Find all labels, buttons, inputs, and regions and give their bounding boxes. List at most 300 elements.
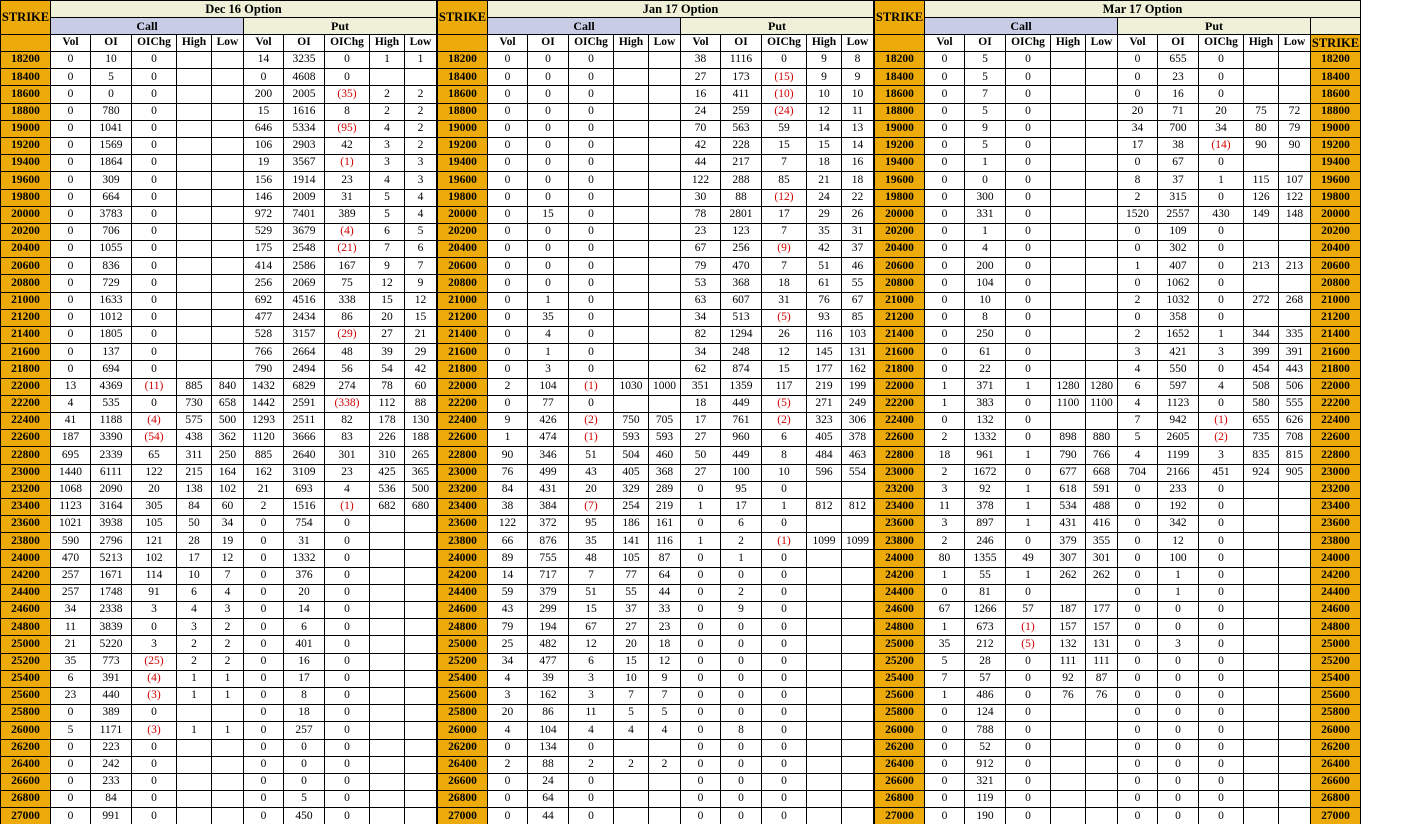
strike-cell: 23400 xyxy=(1,498,51,515)
put-oi-cell: 2605 xyxy=(1158,430,1199,447)
call-low-cell xyxy=(649,344,681,361)
put-oichg-cell: 0 xyxy=(325,516,370,533)
put-vol-cell: 766 xyxy=(244,344,284,361)
call-oichg-cell: 0 xyxy=(569,120,614,137)
put-oichg-cell: 42 xyxy=(325,137,370,154)
put-vol-cell: 0 xyxy=(244,773,284,790)
put-high-cell: 2 xyxy=(370,103,405,120)
call-vol-cell: 0 xyxy=(488,258,528,275)
put-high-cell xyxy=(1244,722,1279,739)
put-oi-cell: 700 xyxy=(1158,120,1199,137)
strike-cell: 24600 xyxy=(438,602,488,619)
put-low-cell xyxy=(1279,739,1311,756)
call-high-cell xyxy=(1051,309,1086,326)
call-oi-cell: 384 xyxy=(528,498,569,515)
call-oichg-cell: 51 xyxy=(569,447,614,464)
call-oi-cell: 7 xyxy=(965,86,1006,103)
put-high-cell: 14 xyxy=(807,120,842,137)
put-low-cell: 26 xyxy=(842,206,874,223)
put-oichg-cell: 0 xyxy=(1199,653,1244,670)
put-high-cell: 226 xyxy=(370,430,405,447)
table-row xyxy=(875,791,1361,808)
put-oi-cell: 0 xyxy=(721,773,762,790)
call-low-cell xyxy=(212,344,244,361)
call-vol-cell: 0 xyxy=(925,155,965,172)
strike-cell: 26600 xyxy=(875,773,925,790)
put-oi-cell: 0 xyxy=(1158,739,1199,756)
call-oichg-cell: 0 xyxy=(132,137,177,154)
put-vol-cell: 885 xyxy=(244,447,284,464)
call-vol-cell: 0 xyxy=(925,223,965,240)
call-oichg-cell: 0 xyxy=(1006,103,1051,120)
strike-cell: 22200 xyxy=(438,395,488,412)
put-vol-cell: 0 xyxy=(244,533,284,550)
put-high-cell xyxy=(1244,86,1279,103)
table-row xyxy=(1,550,437,567)
put-oichg-cell: 0 xyxy=(325,550,370,567)
strike-cell: 27000 xyxy=(1,808,51,824)
table-row xyxy=(1,69,437,86)
put-low-cell xyxy=(1279,773,1311,790)
call-high-cell: 431 xyxy=(1051,516,1086,533)
call-low-cell: 164 xyxy=(212,464,244,481)
put-vol-cell: 8 xyxy=(1118,172,1158,189)
strike-cell: 20000 xyxy=(1,206,51,223)
strike-cell: 19200 xyxy=(875,137,925,154)
call-high-cell: 898 xyxy=(1051,430,1086,447)
call-oi-cell: 3390 xyxy=(91,430,132,447)
put-oichg-cell: 301 xyxy=(325,447,370,464)
put-low-cell xyxy=(1279,808,1311,824)
table-row xyxy=(438,670,874,687)
call-low-cell xyxy=(649,86,681,103)
strike-cell: 26200 xyxy=(438,739,488,756)
strike-cell-right: 26600 xyxy=(1311,773,1361,790)
call-oi-cell: 64 xyxy=(528,791,569,808)
strike-cell-right: 23800 xyxy=(1311,533,1361,550)
put-vol-cell: 790 xyxy=(244,361,284,378)
put-high-cell: 78 xyxy=(370,378,405,395)
put-high-cell: 580 xyxy=(1244,395,1279,412)
table-row xyxy=(1,137,437,154)
call-vol-cell: 0 xyxy=(51,344,91,361)
put-oi-cell: 2557 xyxy=(1158,206,1199,223)
call-high-cell xyxy=(614,258,649,275)
put-oichg-cell: (2) xyxy=(1199,430,1244,447)
strike-cell-right: 24400 xyxy=(1311,584,1361,601)
put-oi-cell: 1914 xyxy=(284,172,325,189)
strike-cell: 26400 xyxy=(875,756,925,773)
call-vol-cell: 470 xyxy=(51,550,91,567)
put-vol-cell: 0 xyxy=(1118,791,1158,808)
table-row xyxy=(875,378,1361,395)
put-low-cell: 188 xyxy=(405,430,437,447)
table-row xyxy=(1,447,437,464)
call-oichg-cell: 0 xyxy=(132,155,177,172)
put-low-cell: 6 xyxy=(405,241,437,258)
put-vol-cell: 646 xyxy=(244,120,284,137)
table-row xyxy=(875,773,1361,790)
call-oichg-cell: 0 xyxy=(569,223,614,240)
put-oi-cell: 0 xyxy=(1158,773,1199,790)
call-oichg-cell: 1 xyxy=(1006,567,1051,584)
call-low-cell xyxy=(212,808,244,824)
strike-cell-right: 25400 xyxy=(1311,670,1361,687)
call-low-cell xyxy=(649,189,681,206)
put-vol-cell: 20 xyxy=(1118,103,1158,120)
call-low-cell: 1100 xyxy=(1086,395,1118,412)
call-high-cell: 2 xyxy=(177,653,212,670)
call-oichg-cell: 0 xyxy=(569,103,614,120)
option-block xyxy=(437,0,874,824)
call-low-cell xyxy=(1086,584,1118,601)
call-low-cell: 64 xyxy=(649,567,681,584)
call-low-cell xyxy=(649,808,681,824)
put-low-cell xyxy=(842,550,874,567)
call-vol-cell: 38 xyxy=(488,498,528,515)
call-vol-cell: 0 xyxy=(925,103,965,120)
strike-cell: 24600 xyxy=(1,602,51,619)
table-row xyxy=(438,52,874,69)
put-oi-cell: 2 xyxy=(721,584,762,601)
put-vol-cell: 0 xyxy=(244,550,284,567)
put-low-cell: 506 xyxy=(1279,378,1311,395)
call-oichg-cell: 0 xyxy=(1006,258,1051,275)
table-row xyxy=(438,447,874,464)
call-vol-cell: 0 xyxy=(925,722,965,739)
strike-cell: 25000 xyxy=(875,636,925,653)
strike-cell: 27000 xyxy=(875,808,925,824)
put-oichg-cell: 0 xyxy=(1199,86,1244,103)
call-oichg-cell: 0 xyxy=(1006,687,1051,704)
strike-cell: 19800 xyxy=(438,189,488,206)
call-oichg-cell: 0 xyxy=(132,619,177,636)
call-vol-cell: 0 xyxy=(925,241,965,258)
table-row xyxy=(438,223,874,240)
call-oichg-cell: 7 xyxy=(569,567,614,584)
call-low-cell: 157 xyxy=(1086,619,1118,636)
put-high-cell: 484 xyxy=(807,447,842,464)
put-low-cell: 162 xyxy=(842,361,874,378)
put-high-cell: 178 xyxy=(370,412,405,429)
put-vol-cell: 0 xyxy=(244,670,284,687)
put-high-cell xyxy=(370,773,405,790)
call-oichg-cell: 0 xyxy=(1006,172,1051,189)
call-oichg-cell: 122 xyxy=(132,464,177,481)
put-low-cell: 12 xyxy=(405,292,437,309)
put-oichg-cell: 15 xyxy=(762,361,807,378)
strike-cell: 23200 xyxy=(438,481,488,498)
strike-cell: 24200 xyxy=(438,567,488,584)
call-vol-cell: 0 xyxy=(51,791,91,808)
call-vol-cell: 0 xyxy=(488,241,528,258)
put-oichg-cell: 0 xyxy=(762,653,807,670)
call-low-cell xyxy=(1086,309,1118,326)
call-oi-cell: 86 xyxy=(528,705,569,722)
put-high-cell: 1 xyxy=(370,52,405,69)
put-oichg-cell: 3 xyxy=(1199,447,1244,464)
put-low-cell: 1099 xyxy=(842,533,874,550)
put-low-cell: 812 xyxy=(842,498,874,515)
strike-cell: 24400 xyxy=(438,584,488,601)
strike-cell: 25600 xyxy=(1,687,51,704)
put-vol-cell: 34 xyxy=(681,309,721,326)
put-oi-cell: 6 xyxy=(284,619,325,636)
call-oichg-cell: 0 xyxy=(132,773,177,790)
strike-header-cell xyxy=(438,35,488,52)
call-high-cell xyxy=(1051,155,1086,172)
strike-cell-right: 22400 xyxy=(1311,412,1361,429)
call-oi-cell: 2090 xyxy=(91,481,132,498)
table-row xyxy=(875,52,1361,69)
call-high-cell xyxy=(177,52,212,69)
put-low-cell xyxy=(1279,155,1311,172)
put-high-cell xyxy=(1244,653,1279,670)
put-vol-cell: 44 xyxy=(681,155,721,172)
call-high-cell xyxy=(177,258,212,275)
put-oichg-cell: (338) xyxy=(325,395,370,412)
call-low-cell: 87 xyxy=(1086,670,1118,687)
call-low-cell xyxy=(649,739,681,756)
call-oi-cell: 1188 xyxy=(91,412,132,429)
put-low-cell: 29 xyxy=(405,344,437,361)
put-oi-cell: 563 xyxy=(721,120,762,137)
put-high-cell: 80 xyxy=(1244,120,1279,137)
put-oi-cell: 123 xyxy=(721,223,762,240)
call-low-cell: 500 xyxy=(212,412,244,429)
call-low-cell: 4 xyxy=(649,722,681,739)
call-low-cell xyxy=(649,361,681,378)
call-oi-cell: 1012 xyxy=(91,309,132,326)
call-oichg-cell: 0 xyxy=(569,808,614,824)
put-high-cell: 9 xyxy=(807,69,842,86)
put-low-cell: 265 xyxy=(405,447,437,464)
put-vol-cell: 27 xyxy=(681,430,721,447)
put-vol-cell: 477 xyxy=(244,309,284,326)
table-row xyxy=(438,361,874,378)
call-vol-cell: 257 xyxy=(51,567,91,584)
put-oichg-cell: 31 xyxy=(325,189,370,206)
put-oi-cell: 67 xyxy=(1158,155,1199,172)
put-oichg-cell: 0 xyxy=(325,722,370,739)
call-oichg-cell: 4 xyxy=(569,722,614,739)
put-low-cell: 306 xyxy=(842,412,874,429)
call-high-cell: 534 xyxy=(1051,498,1086,515)
put-vol-cell: 0 xyxy=(1118,550,1158,567)
put-low-cell xyxy=(842,481,874,498)
strike-header-cell xyxy=(875,35,925,52)
call-low-cell xyxy=(649,327,681,344)
strike-cell-right: 20400 xyxy=(1311,241,1361,258)
call-vol-cell: 0 xyxy=(51,361,91,378)
put-vol-cell: 0 xyxy=(681,584,721,601)
strike-header-cell xyxy=(1,35,51,52)
call-oi-cell: 426 xyxy=(528,412,569,429)
strike-cell: 24200 xyxy=(875,567,925,584)
put-oichg-cell: 0 xyxy=(1199,223,1244,240)
put-oichg-cell: 389 xyxy=(325,206,370,223)
call-oichg-cell: 0 xyxy=(132,206,177,223)
put-high-cell: 42 xyxy=(807,241,842,258)
call-oi-cell: 1332 xyxy=(965,430,1006,447)
put-high-cell: 112 xyxy=(370,395,405,412)
call-vol-cell: 34 xyxy=(488,653,528,670)
call-low-cell xyxy=(1086,189,1118,206)
put-oi-cell: 109 xyxy=(1158,223,1199,240)
put-oichg-cell: (5) xyxy=(762,309,807,326)
call-oichg-cell: (7) xyxy=(569,498,614,515)
put-oi-cell: 17 xyxy=(284,670,325,687)
call-vol-cell: 0 xyxy=(51,241,91,258)
put-low-cell: 365 xyxy=(405,464,437,481)
put-oichg-cell: (14) xyxy=(1199,137,1244,154)
strike-header-left: STRIKE xyxy=(438,1,488,35)
strike-cell: 25400 xyxy=(438,670,488,687)
put-low-cell xyxy=(842,722,874,739)
put-oichg-cell: 0 xyxy=(1199,189,1244,206)
call-low-cell xyxy=(649,120,681,137)
call-high-cell xyxy=(177,739,212,756)
call-high-cell xyxy=(1051,223,1086,240)
put-low-cell xyxy=(405,756,437,773)
put-vol-cell: 0 xyxy=(1118,584,1158,601)
call-oi-cell: 2796 xyxy=(91,533,132,550)
call-vol-cell: 0 xyxy=(488,52,528,69)
strike-cell: 19000 xyxy=(1,120,51,137)
put-high-cell: 21 xyxy=(807,172,842,189)
table-row xyxy=(1,206,437,223)
table-row xyxy=(438,739,874,756)
put-low-cell xyxy=(1279,619,1311,636)
put-vol-cell: 0 xyxy=(681,567,721,584)
strike-cell: 25800 xyxy=(438,705,488,722)
call-low-cell xyxy=(212,103,244,120)
put-oi-cell: 3567 xyxy=(284,155,325,172)
table-row xyxy=(438,155,874,172)
call-high-cell: 77 xyxy=(614,567,649,584)
call-oichg-cell: 0 xyxy=(132,808,177,824)
put-oi-cell: 16 xyxy=(284,653,325,670)
call-oi-cell: 1 xyxy=(965,223,1006,240)
call-vol-cell: 6 xyxy=(51,670,91,687)
put-oichg-cell: 4 xyxy=(1199,378,1244,395)
table-row xyxy=(438,464,874,481)
strike-cell: 21600 xyxy=(875,344,925,361)
call-low-cell: 33 xyxy=(649,602,681,619)
put-high-cell xyxy=(807,481,842,498)
call-low-cell xyxy=(649,137,681,154)
put-vol-cell: 7 xyxy=(1118,412,1158,429)
put-vol-cell: 0 xyxy=(244,808,284,824)
put-high-cell: 93 xyxy=(807,309,842,326)
column-header-row xyxy=(438,35,874,52)
column-header-row xyxy=(875,35,1361,52)
call-high-cell xyxy=(614,69,649,86)
call-low-cell xyxy=(212,155,244,172)
call-oi-cell: 477 xyxy=(528,653,569,670)
put-oichg-cell: 18 xyxy=(762,275,807,292)
put-low-cell xyxy=(405,739,437,756)
call-oi-cell: 35 xyxy=(528,309,569,326)
put-low-cell xyxy=(405,722,437,739)
call-low-cell xyxy=(1086,172,1118,189)
call-oichg-cell: 0 xyxy=(1006,653,1051,670)
call-low-cell: 658 xyxy=(212,395,244,412)
col-header-call-oichg: OIChg xyxy=(569,35,614,52)
call-oichg-cell: 20 xyxy=(132,481,177,498)
call-oi-cell: 1633 xyxy=(91,292,132,309)
put-vol-cell: 1 xyxy=(681,498,721,515)
put-oichg-cell: 0 xyxy=(762,550,807,567)
call-high-cell xyxy=(1051,327,1086,344)
put-high-cell: 90 xyxy=(1244,137,1279,154)
put-vol-cell: 0 xyxy=(1118,636,1158,653)
call-oi-cell: 0 xyxy=(528,275,569,292)
table-row xyxy=(875,344,1361,361)
call-oi-cell: 321 xyxy=(965,773,1006,790)
put-oichg-cell: 0 xyxy=(762,602,807,619)
put-oi-cell: 2640 xyxy=(284,447,325,464)
call-oichg-cell: 0 xyxy=(1006,189,1051,206)
call-vol-cell: 0 xyxy=(925,361,965,378)
call-high-cell xyxy=(177,309,212,326)
put-oi-cell: 38 xyxy=(1158,137,1199,154)
put-oi-cell: 0 xyxy=(1158,653,1199,670)
call-oichg-cell: (5) xyxy=(1006,636,1051,653)
call-put-row xyxy=(875,18,1361,35)
strike-cell: 23600 xyxy=(438,516,488,533)
strike-cell: 20400 xyxy=(875,241,925,258)
put-vol-cell: 0 xyxy=(244,584,284,601)
put-oi-cell: 2664 xyxy=(284,344,325,361)
put-low-cell xyxy=(1279,309,1311,326)
put-oichg-cell: 0 xyxy=(1199,567,1244,584)
put-oi-cell: 693 xyxy=(284,481,325,498)
call-oi-cell: 1748 xyxy=(91,584,132,601)
put-low-cell: 148 xyxy=(1279,206,1311,223)
call-high-cell xyxy=(1051,808,1086,824)
call-vol-cell: 59 xyxy=(488,584,528,601)
table-row xyxy=(438,567,874,584)
put-vol-cell: 1 xyxy=(1118,258,1158,275)
call-vol-cell: 0 xyxy=(51,705,91,722)
call-vol-cell: 0 xyxy=(925,739,965,756)
put-oichg-cell: 0 xyxy=(325,773,370,790)
put-high-cell xyxy=(370,705,405,722)
call-low-cell xyxy=(1086,155,1118,172)
call-oichg-cell: 0 xyxy=(1006,327,1051,344)
put-oi-cell: 6 xyxy=(721,516,762,533)
call-low-cell xyxy=(212,309,244,326)
put-vol-cell: 0 xyxy=(681,739,721,756)
put-high-cell: 3 xyxy=(370,155,405,172)
strike-cell: 25600 xyxy=(438,687,488,704)
call-oichg-cell: (3) xyxy=(132,687,177,704)
call-oi-cell: 1266 xyxy=(965,602,1006,619)
call-vol-cell: 0 xyxy=(925,52,965,69)
call-vol-cell: 34 xyxy=(51,602,91,619)
put-vol-cell: 79 xyxy=(681,258,721,275)
put-vol-cell: 0 xyxy=(1118,739,1158,756)
call-oi-cell: 5220 xyxy=(91,636,132,653)
table-row xyxy=(438,258,874,275)
call-high-cell xyxy=(614,103,649,120)
call-oi-cell: 88 xyxy=(528,756,569,773)
put-vol-cell: 0 xyxy=(1118,653,1158,670)
put-vol-cell: 0 xyxy=(1118,619,1158,636)
strike-cell: 20200 xyxy=(875,223,925,240)
put-low-cell: 14 xyxy=(842,137,874,154)
